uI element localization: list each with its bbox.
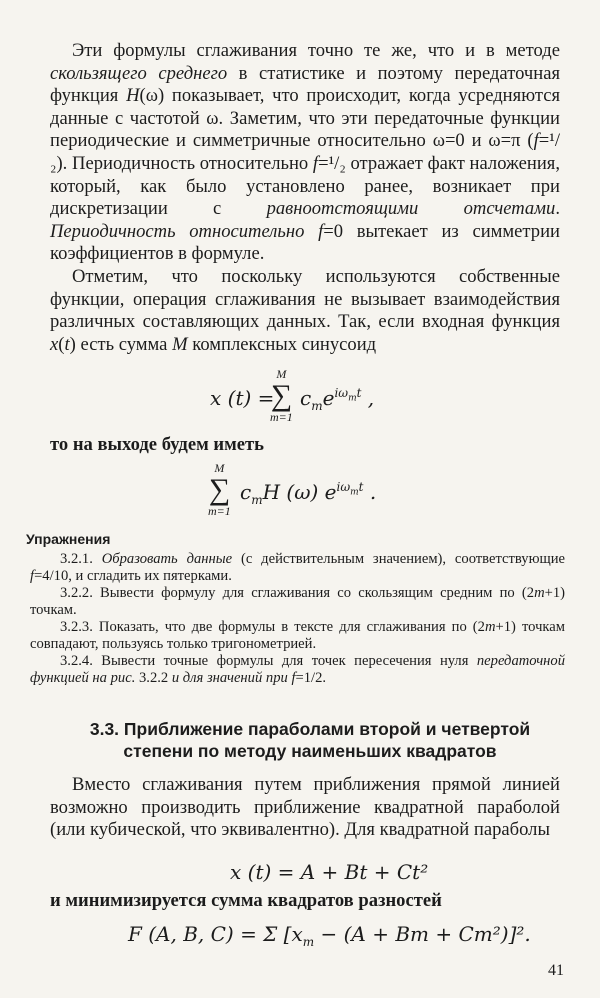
page-number: 41 (548, 962, 564, 979)
paragraph-2: Отметим, что поскольку используются собственные функции, операция сглаживания не вызывает взаимодействия различных составляющих данных. Так, если входная функция x(t) есть сумма M комплексных синусоид (50, 266, 560, 355)
paragraph-4: Вместо сглаживания путем приближения прямой линией возможно производить приближение квадратной параболой (или кубической, что эквивалентно). Для квадратной параболы (50, 774, 560, 841)
exercise-3-2-4: 3.2.4. Вывести точные формулы для точек пересечения нуля передаточной функцией на рис. 3.2.2 и для значений при f=1/2. (30, 653, 565, 686)
paragraph-3: то на выходе будем иметь (50, 434, 264, 455)
formula-input-term: $c_me^{i\omega_mt}$ , (300, 386, 375, 413)
formula-parabola: x (t) = A + Bt + Ct² (230, 860, 429, 884)
section-heading (60, 718, 560, 762)
exercise-3-2-3: 3.2.3. Показать, что две формулы в тексте для сглаживания по (2m+1) точкам совпадают, пользуясь только тригонометрией. (30, 619, 566, 652)
formula-least-squares: F (A, B, C) = Σ $[x_m - (A + Bm + Cm^2)]^2$. (128, 922, 531, 949)
exercise-3-2-1: 3.2.1. Образовать данные (с действительным значением), соответствующие f=4/10, и сгладить их пятерками. (30, 551, 565, 584)
summation-sign: M ∑ m=1 (270, 367, 293, 424)
formula-output-sum: $c_mH$ (ω) $e^{i\omega_mt}$ . (240, 480, 377, 507)
paragraph-1: Эти формулы сглаживания точно те же, что и в методе скользящего среднего в статистике и поэтому передаточная функция H(ω) показывает, что происходит, когда усредняются данные с частотой ω. Заметим, что эти передаточные функции периодические и симметричные относительно ω=0 и ω=π (f=¹/₂). Периодичность относительно f=¹/₂ отражает факт наложения, который, как было установлено ранее, возникает при дискретизации с равноотстоящими отсчетами. Периодичность относительно f=0 вытекает из симметрии коэффициентов в формуле. (50, 40, 560, 265)
formula-input-sum: x (t) = (210, 386, 275, 410)
exercise-3-2-2: 3.2.2. Вывести формулу для сглаживания со скользящим средним по (2m+1) точкам. (30, 585, 565, 618)
section-title: Приближение параболами второй и четвертой степени по методу наименьших квадратов (123, 719, 531, 761)
section-number: 3.3. (89, 719, 120, 739)
summation-sign-2: M ∑ m=1 (208, 461, 231, 518)
paragraph-5: и минимизируется сумма квадратов разностей (50, 890, 442, 911)
exercises-heading: Упражнения (26, 531, 111, 547)
